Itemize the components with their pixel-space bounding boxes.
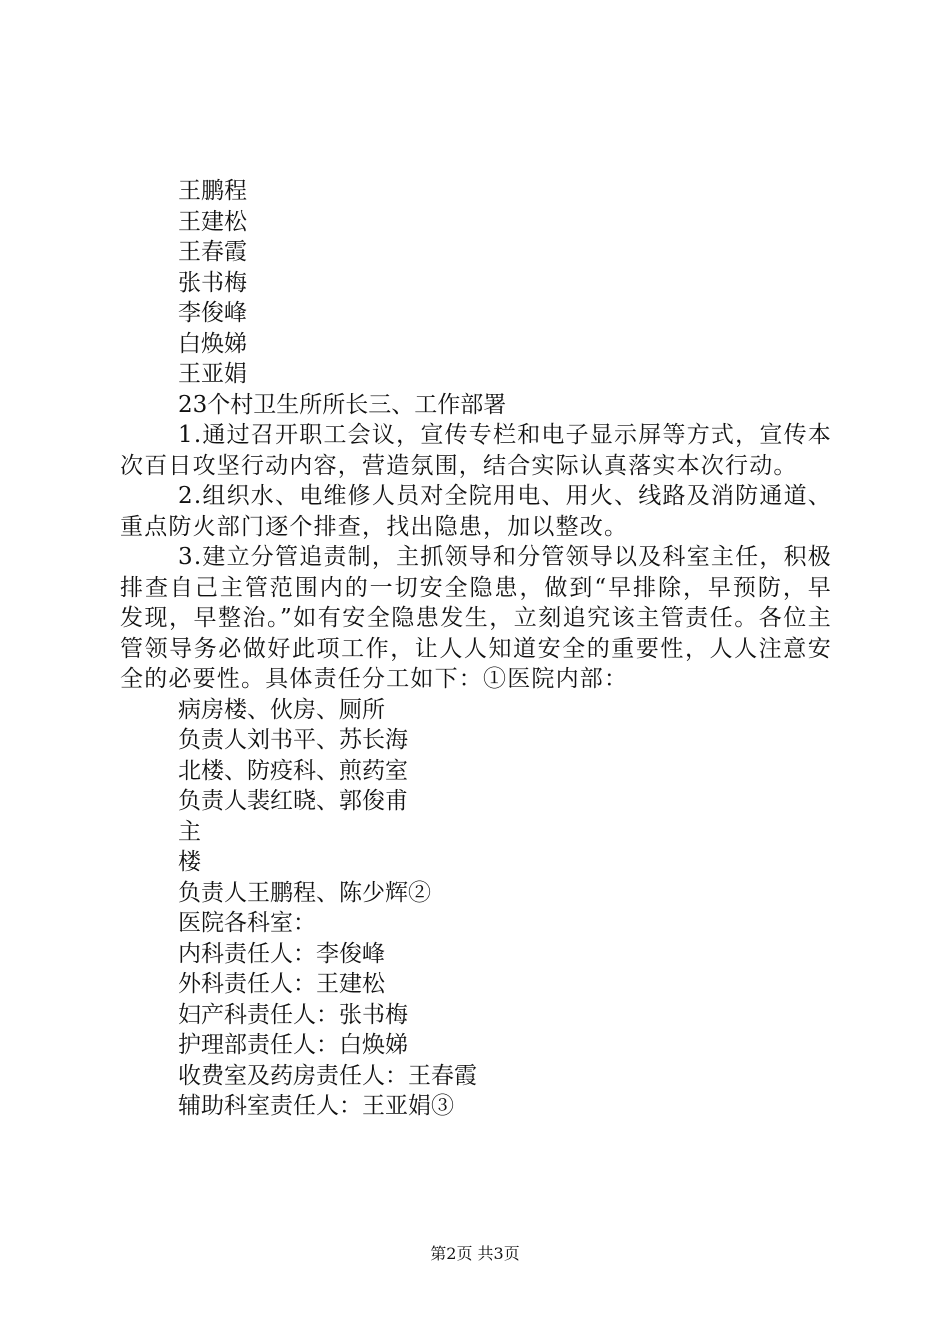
section-heading-line: 23个村卫生所所长三、工作部署	[178, 391, 507, 418]
text-line: 王鹏程	[178, 178, 247, 204]
text-line: 白焕娣	[178, 330, 247, 357]
text-line: 病房楼、伙房、厕所	[178, 696, 385, 723]
paragraph-item-2: 2.组织水、电维修人员对全院用电、用火、线路及消防通道、重点防火部门逐个排查，找出隐患，加以整改。	[120, 483, 832, 540]
text-line: 外科责任人：王建松	[178, 971, 385, 997]
text-line: 负责人裴红晓、郭俊甫	[178, 788, 408, 814]
text-line: 妇产科责任人：张书梅	[178, 1001, 408, 1028]
text-line: 王春霞	[178, 239, 247, 265]
text-line: 辅助科室责任人：王亚娟③	[178, 1093, 454, 1119]
page-footer: 第2页 共3页	[430, 1244, 520, 1263]
text-line: 收费室及药房责任人：王春霞	[178, 1062, 477, 1089]
text-line: 王建松	[178, 208, 247, 235]
text-line: 负责人刘书平、苏长海	[178, 727, 408, 753]
text-line: 负责人王鹏程、陈少辉②	[178, 879, 431, 906]
text-line: 李俊峰	[178, 300, 247, 326]
text-line: 张书梅	[178, 269, 247, 296]
text-line: 主	[178, 818, 201, 845]
text-line: 王亚娟	[178, 361, 247, 387]
text-line: 内科责任人：李俊峰	[178, 940, 385, 967]
text-line: 北楼、防疫科、煎药室	[178, 757, 408, 784]
text-line: 护理部责任人：白焕娣	[178, 1032, 408, 1058]
paragraph-item-3: 3.建立分管追责制，主抓领导和分管领导以及科室主任，积极排查自己主管范围内的一切安全隐患，做到“早排除，早预防，早发现，早整治。”如有安全隐患发生，立刻追究该主管责任。各位主管领导务必做好此项工作，让人人知道安全的重要性，人人注意安全的必要性。具体责任分工如下：①医院内部：	[120, 544, 832, 692]
text-line: 楼	[178, 849, 201, 875]
paragraph-item-1: 1.通过召开职工会议，宣传专栏和电子显示屏等方式，宣传本次百日攻坚行动内容，营造氛围，结合实际认真落实本次行动。	[120, 422, 832, 479]
text-line: 医院各科室：	[178, 910, 316, 936]
document-body	[120, 176, 832, 1122]
